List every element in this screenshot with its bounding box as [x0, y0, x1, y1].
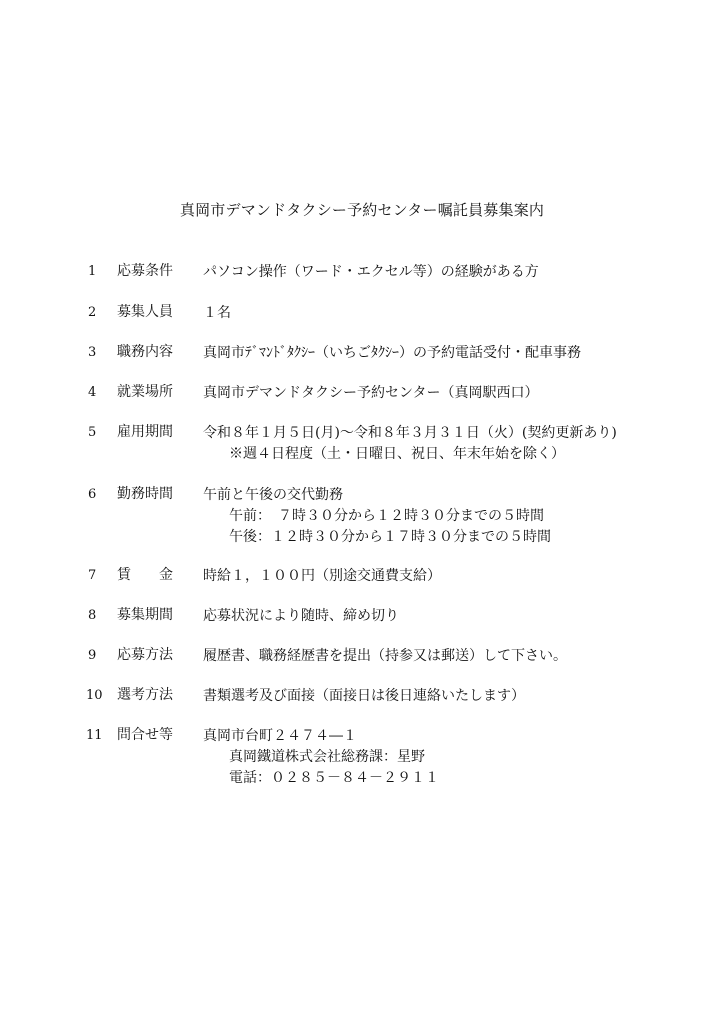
item-content	[203, 485, 551, 548]
item-line: 午前： ７時３０分から１２時３０分までの５時間	[229, 508, 544, 524]
item-line: 書類選考及び面接（面接日は後日連絡いたします）	[203, 688, 525, 704]
item-label: 雇用期間	[117, 424, 173, 440]
contact-address: 真岡市台町２４７４―１	[203, 728, 357, 744]
item-content	[203, 423, 617, 465]
item-line: 午後：１２時３０分から１７時３０分までの５時間	[229, 529, 551, 545]
item-label: 問合せ等	[117, 727, 173, 743]
item-line: 応募状況により随時、締め切り	[203, 608, 399, 624]
item-number: 1	[88, 264, 97, 279]
item-line: ※週４日程度（土・日曜日、祝日、年末年始を除く）	[229, 446, 565, 462]
item-label: 賃 金	[117, 567, 173, 583]
item-label: 職務内容	[117, 344, 173, 360]
item-line: 真岡市デマンドタクシー予約センター（真岡駅西口）	[203, 385, 539, 401]
item-number: 3	[88, 345, 97, 360]
item-line: 履歴書、職務経歴書を提出（持参又は郵送）して下さい。	[203, 648, 567, 664]
item-line: １名	[203, 305, 231, 321]
item-label: 選考方法	[117, 687, 173, 703]
item-label: 勤務時間	[117, 486, 173, 502]
contact-phone: 電話：０２８５－８４－２９１１	[229, 770, 439, 786]
item-label: 応募方法	[117, 647, 173, 663]
item-number: 10	[86, 688, 103, 703]
item-content	[203, 606, 399, 627]
item-number: 8	[88, 608, 97, 623]
item-content	[203, 646, 567, 667]
item-content	[203, 303, 231, 324]
item-line: パソコン操作（ワード・エクセル等）の経験がある方	[203, 264, 539, 280]
item-content	[203, 726, 439, 789]
item-line: 午前と午後の交代勤務	[203, 487, 343, 503]
item-label: 応募条件	[117, 263, 173, 279]
document-title: 真岡市デマンドタクシー予約センター嘱託員募集案内	[179, 201, 545, 219]
item-content	[203, 383, 538, 404]
item-line: 真岡市ﾃﾞﾏﾝﾄﾞﾀｸｼｰ（いちごﾀｸｼｰ）の予約電話受付・配車事務	[203, 345, 581, 361]
item-content	[203, 566, 441, 587]
item-number: 11	[86, 728, 103, 743]
item-content	[203, 686, 525, 707]
item-line: 令和８年１月５日(月)～令和８年３月３１日（火）(契約更新あり)	[203, 425, 617, 441]
item-number: 5	[88, 425, 97, 440]
item-label: 募集人員	[117, 304, 173, 320]
contact-department: 真岡鐵道株式会社総務課：星野	[229, 749, 425, 765]
item-number: 9	[88, 648, 97, 663]
item-content	[203, 343, 581, 364]
item-number: 4	[88, 385, 97, 400]
item-label: 就業場所	[117, 384, 173, 400]
item-label: 募集期間	[117, 607, 173, 623]
item-number: 7	[88, 568, 97, 583]
item-number: 2	[88, 305, 97, 320]
item-line: 時給１，１００円（別途交通費支給）	[203, 568, 441, 584]
item-number: 6	[88, 487, 97, 502]
item-content	[203, 262, 539, 283]
